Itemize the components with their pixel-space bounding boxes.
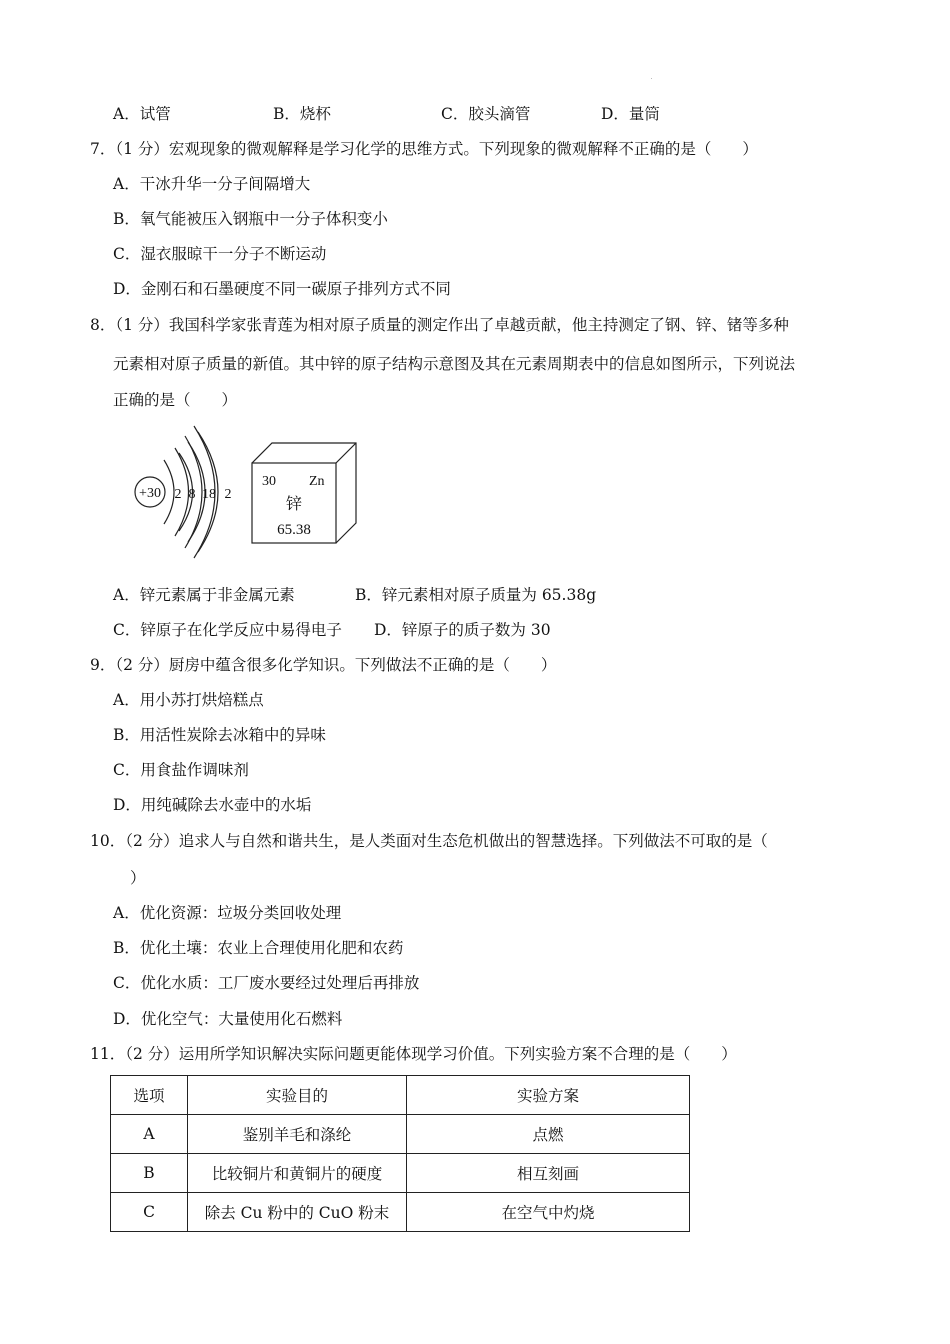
atomic-mass: 65.38	[277, 522, 311, 538]
q8-stem-line2: 元素相对原子质量的新值。其中锌的原子结构示意图及其在元素周期表中的信息如图所示，下列说法	[113, 355, 796, 373]
q11-stem: 11．（2 分）运用所学知识解决实际问题更能体现学习价值。下列实验方案不合理的是（ ）	[90, 1045, 737, 1063]
table-cell: 鉴别羊毛和涤纶	[188, 1115, 407, 1154]
q9-option-b[interactable]: B．用活性炭除去冰箱中的异味	[113, 726, 326, 744]
experiment-table	[110, 1075, 690, 1232]
header-plan: 实验方案	[407, 1076, 690, 1115]
element-symbol: Zn	[309, 474, 325, 489]
atomic-number: 30	[262, 474, 276, 489]
q10-option-a[interactable]: A．优化资源：垃圾分类回收处理	[113, 904, 342, 922]
shell-count-3: 18	[202, 487, 216, 502]
table-row	[111, 1115, 690, 1154]
table-cell: A	[111, 1115, 188, 1154]
table-cell: 相互刻画	[407, 1154, 690, 1193]
shell-count-1: 2	[174, 487, 182, 502]
q7-option-a[interactable]: A．干冰升华一分子间隔增大	[113, 175, 311, 193]
q10-option-c[interactable]: C．优化水质：工厂废水要经过处理后再排放	[113, 974, 420, 992]
header-purpose: 实验目的	[188, 1076, 407, 1115]
q8-stem-line1: 8．（1 分）我国科学家张青莲为相对原子质量的测定作出了卓越贡献，他主持测定了钢、锌、锗等多种	[90, 316, 789, 334]
table-cell: C	[111, 1193, 188, 1232]
q10-option-b[interactable]: B．优化土壤：农业上合理使用化肥和农药	[113, 939, 404, 957]
q7-option-d[interactable]: D．金刚石和石墨硬度不同一碳原子排列方式不同	[113, 280, 451, 298]
cell-depth-edge	[336, 443, 356, 463]
table-cell: 除去 Cu 粉中的 CuO 粉末	[188, 1193, 407, 1232]
nucleus-charge: +30	[139, 486, 161, 501]
element-name: 锌	[285, 494, 303, 513]
q6-option-b[interactable]: B．烧杯	[273, 105, 331, 123]
q6-option-c[interactable]: C．胶头滴管	[441, 105, 531, 123]
table-row	[111, 1193, 690, 1232]
q9-option-c[interactable]: C．用食盐作调味剂	[113, 761, 249, 779]
table-row	[111, 1154, 690, 1193]
table-cell: 比较铜片和黄铜片的硬度	[188, 1154, 407, 1193]
q8-option-b[interactable]: B．锌元素相对原子质量为 65.38g	[355, 586, 597, 604]
q6-option-d[interactable]: D．量筒	[601, 105, 660, 123]
q8-option-c[interactable]: C．锌原子在化学反应中易得电子	[113, 621, 342, 639]
q10-stem-line2: ）	[130, 869, 146, 887]
shell-count-2: 8	[188, 487, 196, 502]
q9-stem: 9．（2 分）厨房中蕴含很多化学知识。下列做法不正确的是（ ）	[90, 656, 557, 674]
q10-option-d[interactable]: D．优化空气：大量使用化石燃料	[113, 1010, 343, 1028]
table-cell: 在空气中灼烧	[407, 1193, 690, 1232]
q10-stem-line1: 10．（2 分）追求人与自然和谐共生，是人类面对生态危机做出的智慧选择。下列做法不可取的是（	[90, 832, 768, 850]
q8-option-a[interactable]: A．锌元素属于非金属元素	[113, 586, 295, 604]
q9-option-d[interactable]: D．用纯碱除去水壶中的水垢	[113, 796, 312, 814]
zinc-figure	[128, 420, 368, 565]
q8-option-d[interactable]: D．锌原子的质子数为 30	[374, 621, 551, 639]
table-cell: B	[111, 1154, 188, 1193]
q7-option-c[interactable]: C．湿衣服晾干一分子不断运动	[113, 245, 327, 263]
shell-count-4: 2	[224, 487, 232, 502]
q7-option-b[interactable]: B．氧气能被压入钢瓶中一分子体积变小	[113, 210, 388, 228]
q6-option-a[interactable]: A．试管	[113, 105, 171, 123]
q7-stem: 7．（1 分）宏观现象的微观解释是学习化学的思维方式。下列现象的微观解释不正确的是（ ）	[90, 140, 758, 158]
table-cell: 点燃	[407, 1115, 690, 1154]
q9-option-a[interactable]: A．用小苏打烘焙糕点	[113, 691, 264, 709]
stray-dot	[651, 78, 652, 79]
header-option: 选项	[111, 1076, 188, 1115]
q8-stem-line3: 正确的是（ ）	[113, 391, 238, 409]
table-header-row	[111, 1076, 690, 1115]
